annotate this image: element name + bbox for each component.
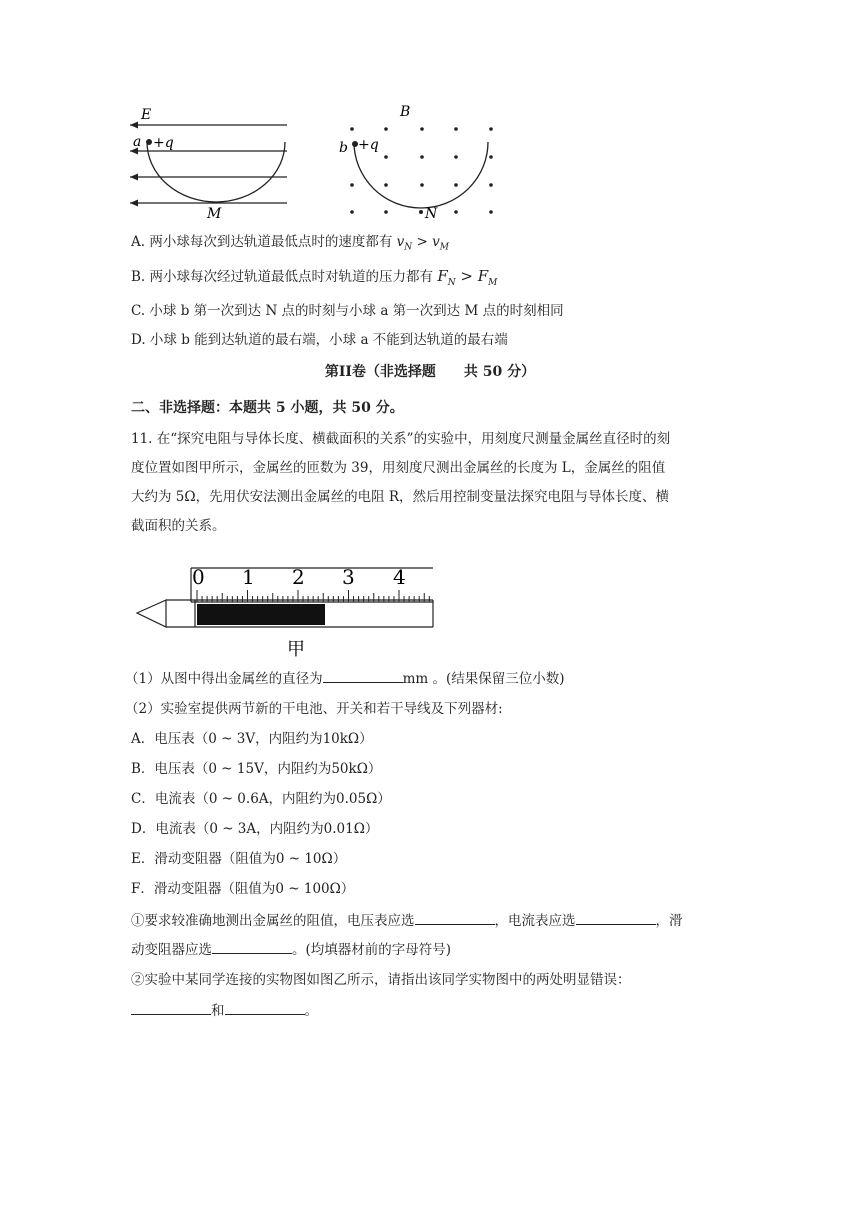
option-b-text: B. 两小球每次经过轨道最低点时对轨道的压力都有 bbox=[131, 269, 434, 285]
option-a bbox=[131, 232, 449, 258]
ruler-caption: 甲 bbox=[287, 639, 305, 660]
answer-blank-diameter[interactable] bbox=[323, 668, 403, 683]
option-a-text: A. 两小球每次到达轨道最低点时的速度都有 bbox=[131, 234, 393, 250]
svg-text:E: E bbox=[141, 107, 152, 123]
section-title: 第II卷（非选择题 共 50 分） bbox=[324, 364, 536, 380]
option-d: D. 小球 b 能到达轨道的最右端，小球 a 不能到达轨道的最右端 bbox=[131, 332, 508, 348]
answer-blank-error1[interactable] bbox=[131, 1000, 211, 1015]
answer-blank-voltmeter[interactable] bbox=[415, 910, 495, 925]
option-c: C. 小球 b 第一次到达 N 点的时刻与小球 a 第一次到达 M 点的时刻相同 bbox=[131, 303, 564, 319]
ruler-tick-4: 4 bbox=[393, 565, 406, 589]
electric-field-figure bbox=[130, 107, 287, 222]
equip-e: E．滑动变阻器（阻值为0 ~ 10Ω） bbox=[131, 851, 347, 867]
option-a-math: $v_N > v_M$ bbox=[396, 234, 449, 253]
equip-d: D．电流表（0 ~ 3A，内阻约为0.01Ω） bbox=[131, 821, 379, 837]
ruler-tick-2: 2 bbox=[292, 565, 305, 589]
svg-text:+q: +q bbox=[153, 135, 174, 151]
q2-line1: ②实验中某同学连接的实物图如图乙所示，请指出该同学实物图中的两处明显错误： bbox=[131, 972, 631, 988]
answer-blank-error2[interactable] bbox=[225, 1000, 305, 1015]
equip-c: C．电流表（0 ~ 0.6A，内阻约为0.05Ω） bbox=[131, 791, 391, 807]
q2-line2: 和 。 bbox=[131, 1000, 318, 1021]
svg-text:+q: +q bbox=[358, 137, 379, 153]
q1-line1: ①要求较准确地测出金属丝的阻值，电压表应选 ，电流表应选 ，滑 bbox=[131, 910, 683, 931]
equip-b: B．电压表（0 ~ 15V，内阻约为50kΩ） bbox=[131, 761, 382, 777]
ruler-figure bbox=[0, 560, 860, 670]
svg-text:B: B bbox=[400, 104, 411, 120]
ruler-tick-1: 1 bbox=[242, 565, 255, 589]
answer-blank-ammeter[interactable] bbox=[576, 910, 656, 925]
svg-text:M: M bbox=[207, 206, 222, 222]
equip-f: F．滑动变阻器（阻值为0 ~ 100Ω） bbox=[131, 881, 355, 897]
q1-line2: 动变阻器应选 。(均填器材前的字母符号) bbox=[131, 939, 451, 960]
magnetic-field-figure bbox=[339, 104, 493, 222]
option-b bbox=[131, 266, 497, 293]
answer-blank-rheostat[interactable] bbox=[212, 939, 292, 954]
ruler-tick-0: 0 bbox=[192, 565, 205, 589]
ruler-tick-3: 3 bbox=[342, 565, 355, 589]
section-subtitle: 二、非选择题：本题共 5 小题，共 50 分。 bbox=[131, 400, 404, 416]
svg-text:a: a bbox=[133, 134, 142, 150]
svg-text:N: N bbox=[425, 206, 438, 222]
part1: （1）从图中得出金属丝的直径为 mm 。(结果保留三位小数) bbox=[125, 668, 565, 689]
q11-line3: 大约为 5Ω，先用伏安法测出金属丝的电阻 R，然后用控制变量法探究电阻与导体长度、横 bbox=[131, 489, 670, 505]
q11-line2: 度位置如图甲所示，金属丝的匝数为 39，用刻度尺测出金属丝的长度为 L，金属丝的阻值 bbox=[131, 460, 666, 476]
track-figures bbox=[0, 0, 860, 230]
q11-line1: 11. 在“探究电阻与导体长度、横截面积的关系”的实验中，用刻度尺测量金属丝直径时的刻 bbox=[131, 431, 671, 447]
option-b-math: $F_N > F_M$ bbox=[437, 267, 498, 288]
q11-line4: 截面积的关系。 bbox=[131, 518, 226, 534]
svg-text:b: b bbox=[339, 140, 348, 156]
equip-a: A．电压表（0 ~ 3V，内阻约为10kΩ） bbox=[131, 731, 373, 747]
part2: （2）实验室提供两节新的干电池、开关和若干导线及下列器材: bbox=[125, 701, 503, 717]
